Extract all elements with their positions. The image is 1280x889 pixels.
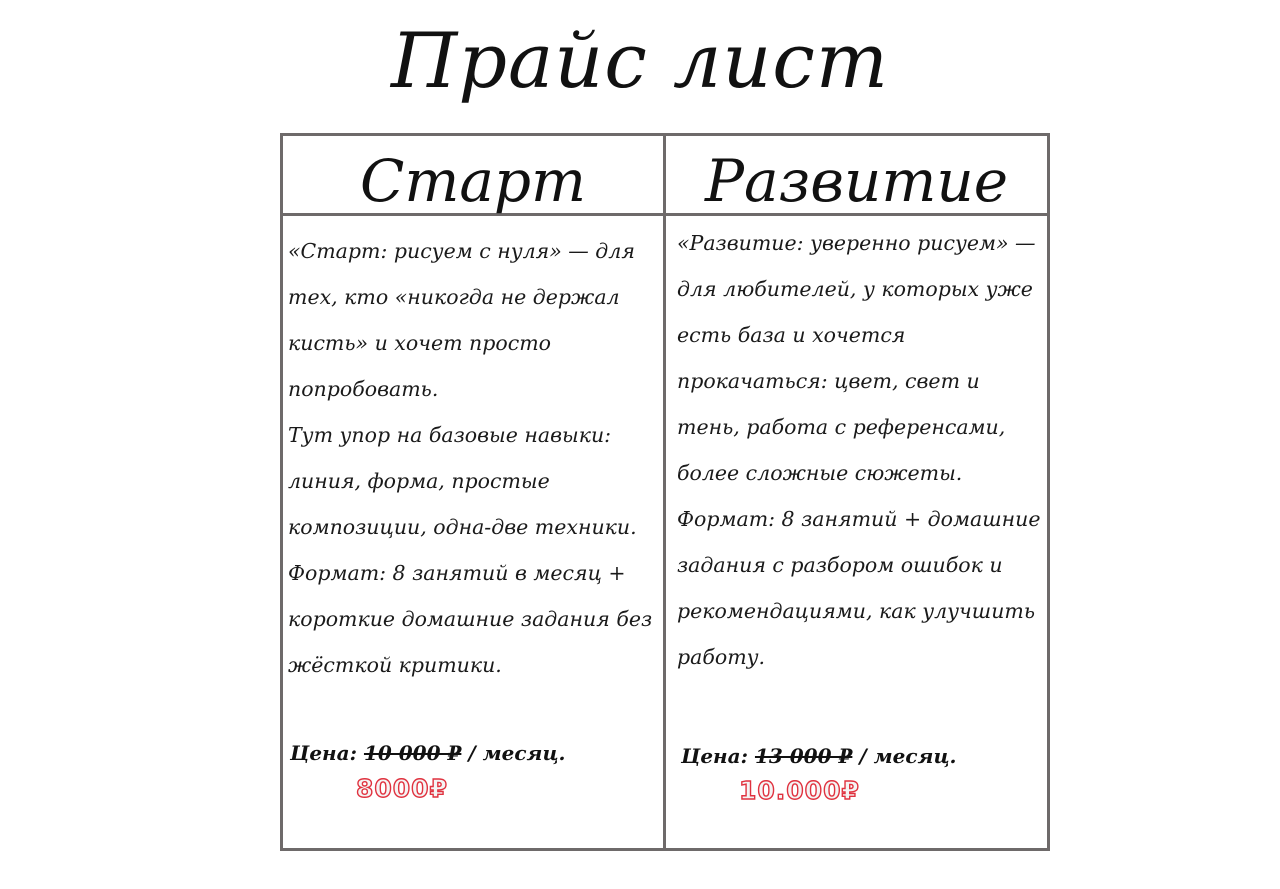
plan-growth-format: Формат: 8 занятий + домашние задания с разбором ошибок и рекомендациями, как улучшить работу. xyxy=(677,507,1041,669)
plan-start-price-period: / месяц. xyxy=(468,741,566,765)
plan-start-price xyxy=(290,739,565,767)
plan-growth-price xyxy=(681,742,956,770)
plan-growth-intro: «Развитие: уверенно рисуем» — для любителей, у которых уже есть база и хочется прокачаться: цвет, свет и тень, работа с референсами, более сложные сюжеты. xyxy=(677,231,1036,485)
price-table xyxy=(280,133,1050,851)
plan-start-focus: Тут упор на базовые навыки: линия, форма, простые композиции, одна-две техники. xyxy=(288,423,637,539)
table-column-divider xyxy=(663,133,666,851)
plan-growth-old-price: 13 000 ₽ xyxy=(754,744,853,768)
plan-growth-new-price: 10.000₽ xyxy=(739,776,860,805)
table-border-left xyxy=(280,133,283,851)
plan-start-old-price: 10 000 ₽ xyxy=(363,741,462,765)
plan-start-new-price: 8000₽ xyxy=(356,774,448,803)
plan-start-format: Формат: 8 занятий в месяц + короткие домашние задания без жёсткой критики. xyxy=(288,561,653,677)
page-title: Прайс лист xyxy=(391,16,889,105)
plan-start-price-label: Цена: xyxy=(290,741,357,765)
plan-start-description xyxy=(288,228,660,688)
plan-growth-description xyxy=(677,220,1041,680)
plan-growth-price-label: Цена: xyxy=(681,744,748,768)
plan-start-intro: «Старт: рисуем с нуля» — для тех, кто «никогда не держал кисть» и хочет просто попробовать. xyxy=(288,239,635,401)
plan-start-title: Старт xyxy=(359,147,587,215)
plan-growth-title: Развитие xyxy=(704,147,1009,215)
table-border-right xyxy=(1047,133,1050,851)
plan-growth-price-period: / месяц. xyxy=(859,744,957,768)
